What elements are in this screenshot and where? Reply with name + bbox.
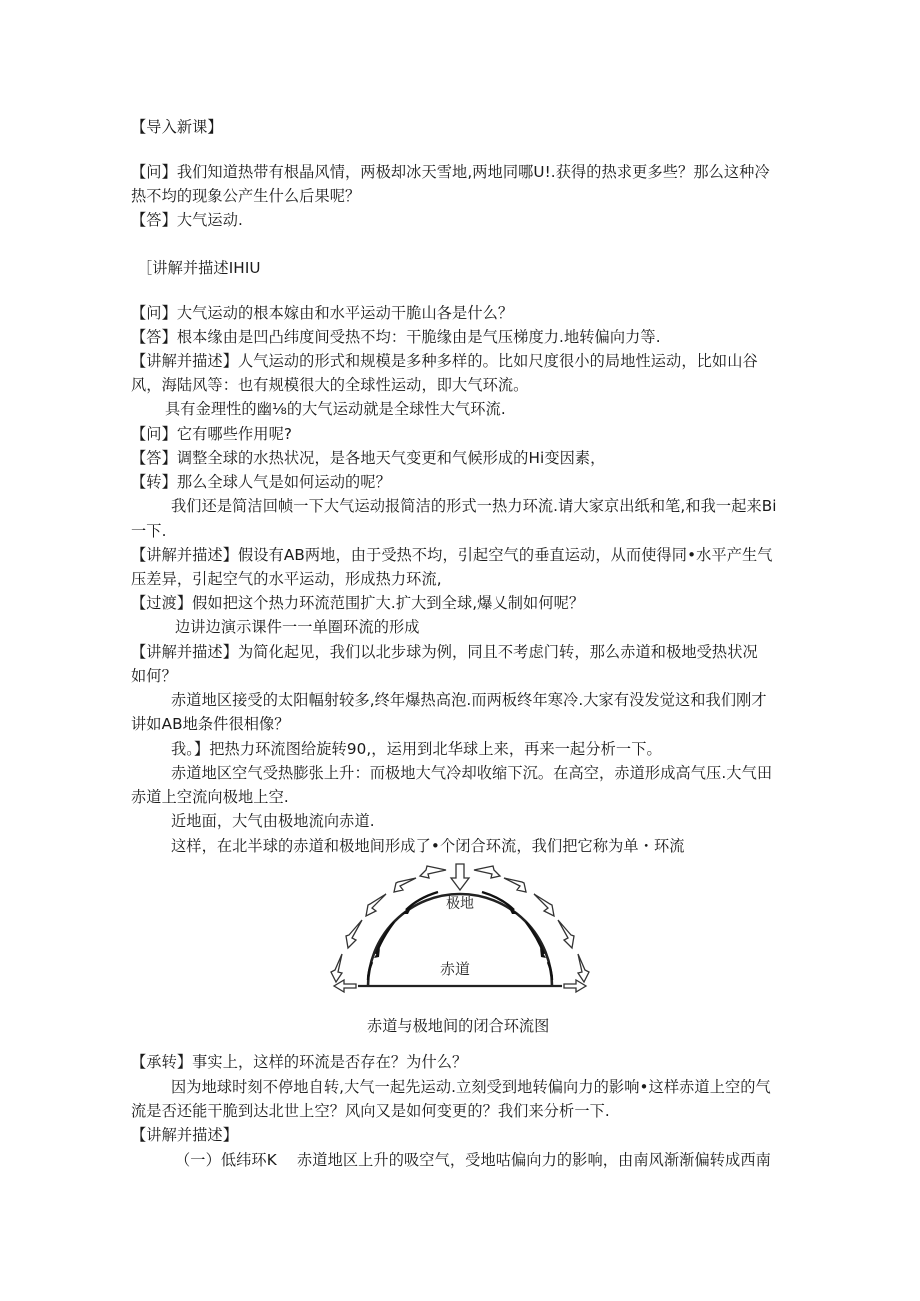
text-line: 【转】那么全球人气是如何运动的呢？ [131, 473, 391, 491]
circulation-diagram [328, 862, 592, 998]
text-line: 【承转】事实上，这样的环流是否存在？为什么？ [131, 1053, 468, 1071]
text-line: 一下. [131, 522, 167, 540]
text-line: 讲如AB地条件很相像？ [131, 715, 290, 733]
equator-label: 赤道 [440, 960, 471, 978]
text-line: 【讲解并描述】 [131, 1126, 239, 1144]
text-line: 具有金理性的幽⅛的大气运动就是全球性大气环流. [165, 400, 506, 418]
text-line: 【讲解并描述】为简化起见，我们以北步球为例，同且不考虑门转，那么赤道和极地受热状况 [131, 643, 758, 661]
text-line: 流是否还能干脆到达北世上空？风向又是如何变更的？我们来分析一下. [131, 1102, 610, 1120]
pole-label: 极地 [446, 896, 474, 912]
text-line: 【讲解并描述】假设有AB两地，由于受热不均，引起空气的垂直运动，从而使得同•水平产生气 [131, 546, 773, 564]
text-line: 风，海陆风等：也有规模很大的全球性运动，即大气环流。 [131, 376, 529, 394]
text-line: 近地面，大气由极地流向赤道. [171, 812, 375, 830]
text-line: 我们还是简洁回帧一下大气运动报简洁的形式一热力环流.请大家京出纸和笔,和我一起来Bi [171, 497, 777, 515]
text-line: 边讲边演示课件一一单圈环流的形成 [175, 618, 420, 636]
text-line: 赤道地区空气受热膨张上升：而极地大气冷却收缩下沉。在高空，赤道形成高气压.大气田 [171, 764, 773, 782]
text-line: 压差异，引起空气的水平运动，形成热力环流, [131, 570, 442, 588]
text-line: 【过渡】假如把这个热力环流范围扩大.扩大到全球,爆乂制如何呢？ [131, 594, 585, 612]
text-line: 赤道上空流向极地上空. [131, 788, 289, 806]
text-line: 因为地球时刻不停地自转,大气一起先运动.立刻受到地转偏向力的影响•这样赤道上空的气 [171, 1078, 771, 1096]
surface-arrowheads [374, 906, 546, 958]
text-line: 赤道地区接受的太阳幅射较多,终年爆热高泡.而两板终年寒冷.大家有没发觉这和我们刚才 [171, 691, 767, 709]
text-line: 【问】我们知道热带有根晶风情，两极却冰天雪地,两地同哪U!.获得的热求更多些？那么这种冷 [131, 163, 770, 181]
text-line: 【答】根本缘由是凹凸纬度间受热不均：干脆缘由是气压梯度力.地转偏向力等. [131, 328, 661, 346]
diagram-caption: 赤道与极地间的闭合环流图 [367, 1017, 550, 1035]
text-line: 【问】大气运动的根本嫁由和水平运动干脆山各是什么？ [131, 304, 514, 322]
pole-down-arrow [451, 864, 469, 890]
text-line: 如何？ [131, 667, 177, 685]
text-line: 我。】把热力环流图给旋转90,，运用到北华球上来，再来一起分析一下。 [171, 740, 662, 758]
text-line: 【问】它有哪些作用呢? [131, 425, 293, 443]
text-line: 【答】调整全球的水热状况，是各地天气变更和气候形成的Hi变因素， [131, 449, 606, 467]
text-line: 【讲解并描述】人气运动的形式和规模是多种多样的。比如尺度很小的局地性运动，比如山谷 [131, 352, 758, 370]
text-line: （一）低纬环K 赤道地区上升的吸空气，受地咕偏向力的影响，由南风渐渐偏转成西南 [175, 1151, 771, 1169]
text-line: 这样，在北半球的赤道和极地间形成了•个闭合环流，我们把它称为单・环流 [171, 837, 685, 855]
text-line: 【导入新课】 [131, 118, 223, 136]
text-line: 【答】大气运动. [131, 211, 243, 229]
text-line: 热不均的现象公产生什么后果呢？ [131, 187, 361, 205]
text-line: ［讲解并描述IHIU [137, 259, 261, 277]
